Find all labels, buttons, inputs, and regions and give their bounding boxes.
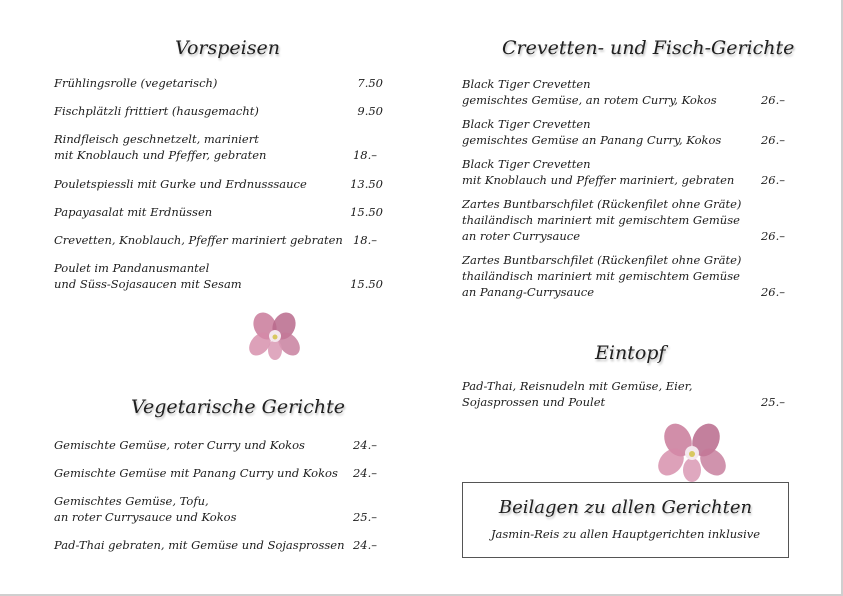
vegetarisch-heading: Vegetarische Gerichte <box>131 396 346 418</box>
beilagen-text: Jasmin-Reis zu allen Hauptgerichten inklusive <box>490 527 761 541</box>
menu-item: Gemischte Gemüse mit Panang Curry und Kokos 24.– <box>54 466 377 480</box>
menu-item: Black Tiger Crevetten mit Knoblauch und Pfeffer mariniert, gebraten 26.– <box>462 157 785 187</box>
menu-item: Pad-Thai, Reisnudeln mit Gemüse, Eier, Sojasprossen und Poulet 25.– <box>462 379 785 409</box>
menu-item: Crevetten, Knoblauch, Pfeffer mariniert gebraten 18.– <box>54 233 377 247</box>
menu-item: Papayasalat mit Erdnüssen 15.50 <box>54 205 383 219</box>
menu-item: Black Tiger Crevetten gemischtes Gemüse an Panang Curry, Kokos 26.– <box>462 117 785 147</box>
menu-item: Gemischte Gemüse, roter Curry und Kokos 24.– <box>54 438 377 452</box>
beilagen-heading: Beilagen zu allen Gerichten <box>498 497 753 518</box>
orchid-flower-icon <box>246 306 304 364</box>
menu-item: Rindfleisch geschnetzelt, mariniert mit Knoblauch und Pfeffer, gebraten 18.– <box>54 132 377 162</box>
menu-item: Frühlingsrolle (vegetarisch) 7.50 <box>54 76 383 90</box>
menu-item: Zartes Buntbarschfilet (Rückenfilet ohne Gräte) thailändisch mariniert mit gemischtem Gemüse an roter Currysauce 26.– <box>462 197 785 243</box>
menu-item: Pouletspiessli mit Gurke und Erdnusssauce 13.50 <box>54 177 383 191</box>
menu-item: Poulet im Pandanusmantel und Süss-Sojasaucen mit Sesam 15.50 <box>54 261 383 291</box>
menu-item: Gemischtes Gemüse, Tofu, an roter Currysauce und Kokos 25.– <box>54 494 377 524</box>
beilagen-box <box>462 482 789 558</box>
menu-item: Black Tiger Crevetten gemischtes Gemüse, an rotem Curry, Kokos 26.– <box>462 77 785 107</box>
menu-item: Fischplätzli frittiert (hausgemacht) 9.50 <box>54 104 383 118</box>
vorspeisen-heading: Vorspeisen <box>175 37 280 59</box>
menu-item: Pad-Thai gebraten, mit Gemüse und Sojasprossen 24.– <box>54 538 377 552</box>
eintopf-heading: Eintopf <box>595 342 666 364</box>
orchid-flower-icon <box>654 416 730 486</box>
fisch-heading: Crevetten- und Fisch-Gerichte <box>502 37 795 59</box>
menu-item: Zartes Buntbarschfilet (Rückenfilet ohne Gräte) thailändisch mariniert mit gemischtem Gemüse an Panang-Currysauce 26.– <box>462 253 785 299</box>
